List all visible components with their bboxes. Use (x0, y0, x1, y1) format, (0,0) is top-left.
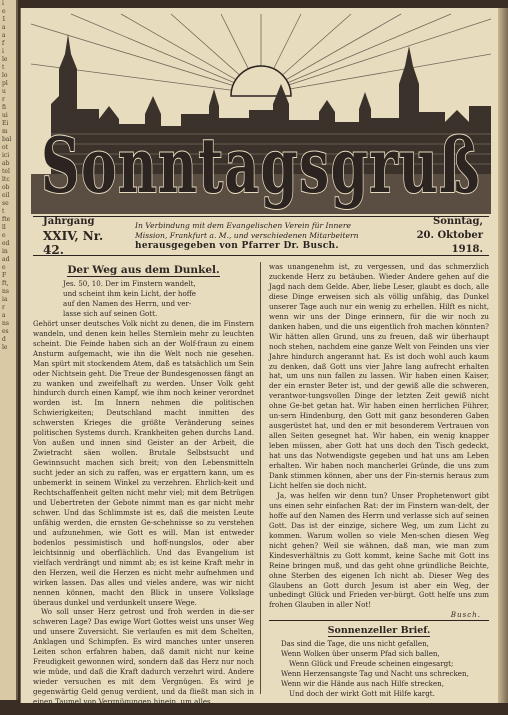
previous-page-fragment: le (2, 344, 8, 351)
issue-info-right (405, 215, 489, 257)
previous-page-fragment: in (2, 248, 8, 255)
previous-page-fragment: le (2, 56, 8, 63)
previous-page-fragment: i (2, 48, 4, 55)
previous-page-fragment: ici (2, 152, 10, 159)
article-signature: Busch. (450, 610, 481, 620)
previous-page-fragment: t (2, 64, 5, 71)
issue-date: 20. Oktober 1918. (416, 230, 483, 255)
poem-line: Wenn Wolken über unserm Pfad sich ballen, (281, 649, 440, 659)
previous-page-fragment: fi (2, 104, 7, 111)
previous-page-fragment: es (2, 328, 9, 335)
previous-page-fragment: m (2, 128, 8, 135)
association-line-1: In Verbindung mit dem Evangelischen Verein für Innere (135, 221, 351, 230)
right-column (261, 262, 489, 699)
article-title-text: Der Weg aus dem Dunkel. (67, 264, 220, 276)
previous-page-fragment: d (2, 336, 6, 343)
previous-page-fragment: e (2, 8, 6, 15)
poem-line: Wenn Glück und Freude scheinen eingesargt; (289, 659, 454, 669)
poem-line: Wenn wir die Hände aus nach Hilfe strecken, (281, 679, 444, 689)
previous-page-fragment: 1 (2, 16, 6, 23)
previous-page-fragment: ot (2, 144, 9, 151)
previous-page-fragment: ns (2, 288, 9, 295)
verse-line: lasse sich auf seinen Gott. (63, 308, 158, 318)
masthead-illustration (31, 14, 491, 214)
previous-page-fragment: ed (2, 240, 10, 247)
section-divider (269, 620, 489, 621)
previous-page-fragment: fte (2, 216, 11, 223)
issue-number: XXIV, Nr. 42. (43, 229, 104, 257)
poem (269, 639, 489, 699)
verse-line: und scheint ihm kein Licht, der hoffe (63, 288, 197, 298)
previous-page-fragment: ltc (2, 176, 10, 183)
previous-page-fragment: pl (2, 80, 8, 87)
previous-page-fragment: a (2, 312, 6, 319)
previous-page-fragment: se (2, 200, 9, 207)
verse-line: auf den Namen des Herrn, und ver- (63, 298, 192, 308)
poem-line: Wenn Herzensangste Tag und Nacht uns schrecken, (281, 669, 469, 679)
previous-page-fragment: F (2, 272, 7, 279)
article-title (33, 262, 254, 279)
issue-info-middle (125, 221, 405, 251)
previous-page-fragment: ob (2, 184, 10, 191)
verse-line: Jes. 50, 10. Der im Finstern wandelt, (63, 279, 196, 288)
previous-page-fragment: r (2, 96, 5, 103)
masthead-svg (31, 14, 491, 214)
previous-page-fragment: a (2, 32, 6, 39)
previous-page-fragment: lo (2, 72, 8, 79)
article-paragraph: was unangenehm ist, zu vergessen, und das schmerzlich zuckende Herz zu betäuben. Wieder Andere gehen auf die Jagd nach dem Gelde. Aber, liebe Leser, glaubt es doch, alle diese Dinge erweisen sich als völlig unfähig, das Dunkel unserer Tage auch nur ein wenig zu erhellen. Hilft es nicht, wenn wir uns der Dinge erinnern, für die wir noch zu danken haben, und die uns eigentlich froh machen könnten? Wir hätten allen Grund, uns zu freuen, daß wir überhaupt noch stehen, nachdem eine ganze Welt von Feinden uns vier Jahre hindurch angerannt hat. Es ist doch wohl auch kaum zu denken, daß Gott uns vier Jahre lang aufrecht erhalten hat, um uns nun fallen zu lassen. Wir haben einen Kaiser, der ein ernster Beter ist, und der gewiß alle die schweren, verantwor-tungsvollen Dinge der letzten Zeit gewiß nicht ohne Ge-bet getan hat. Wir haben einen herrlichen Führer, un-sern Hindenburg, den Gott mit ganz besonderen Gaben ausgerüstet hat, und den er mit besonderem Vertrauen von allen Seiten gesegnet hat. Wir haben, ein wenig knapper leben müssen, aber Gott hat uns doch den Tisch gedeckt, hat uns das Notwendigste gegeben und hat uns am Leben erhalten. Wir haben noch mancherlei Gründe, die uns zum Dank stimmen können, aber uns der Fin-sternis heraus zum Licht helfen sie doch nicht. (269, 262, 489, 490)
previous-page-fragment: ui (2, 112, 8, 119)
previous-page-fragment: ab (2, 160, 10, 167)
previous-page-fragment: r (2, 304, 5, 311)
association-line-2: Mission, Frankfurt a. M., und verschiedenen Mitarbeitern (135, 231, 359, 240)
issue-info-left (33, 215, 125, 257)
issue-day: Sonntag, (432, 216, 483, 227)
article-paragraph: Gehört unser deutsches Volk nicht zu denen, die im Finstern wandeln, und denen kein helles Sternlein mehr zu leuchten scheint. Die Feinde haben sich an der Wolf-fraun zu einem Ansturm aufgemacht, wie ihn die Welt noch nie gesehen. Man spürt mit stockendem Atem, daß es tatsächlich um Sein oder Nichtsein geht. Die Treue der Bundesgenossen fängt an zu wanken und zweifelhaft zu werden. Unser Volk geht hindurch durch einen Kampf, wie ihm noch keiner verordnet worden ist. Im Innern nehmen die politischen Schwierigkeiten; Deutschland macht inmitten des schwersten Krieges die größte Veränderung seines politischen Systems durch. Krankheiten gehen durchs Land. Von außen und innen sind Geister an der Arbeit, die Zwietracht säen wollen. Brutale Selbstsucht und Gewinnsucht machen sich breit; von den Lebensmitteln sucht jeder an sich zu raffen, was er ergattern kann, um es unbemerkt in seinem Winkel zu verzehren. Ehrlich-keit und Rechtschaffenheit gelten nicht mehr viel; mit dem Betrügen und Uebertreten der Gebote nimmt man es gar nicht mehr schwer. Und das Schlimmste ist es, daß die meisten Leute unfähig werden, die ernsten Ge-schehnisse so zu verstehen und aufzunehmen, wie Gott es will. Man ist entweder bodenlos pessimistisch und hoff-nungslos, oder aber leichtsinnig und oberflächlich. Und das Evangelium ist vielfach verdrängt und nimmt ab; es ist keine Kraft mehr in den Herzen, weil die Herzen es nicht mehr aufnehmen und wirken lassen. Das alles und vieles andere, was wir nicht nennen können, macht den Blick in unsere Volkslage überaus dunkel und verdunkelt unsere Wege. (33, 318, 254, 607)
poem-title-text: Sonnenzeller Brief. (327, 625, 431, 637)
bible-verse (33, 279, 254, 319)
previous-page-fragment: i (2, 0, 4, 7)
previous-page-fragment: t (2, 208, 5, 215)
previous-page-fragment: ns (2, 320, 9, 327)
poem-line: Und doch der wirkt Gott mit Hilfe kargt. (289, 689, 435, 699)
previous-page-fragment: e (2, 232, 6, 239)
previous-page-fragment: ll (2, 224, 6, 231)
year-label: Jahrgang (43, 216, 95, 227)
previous-page-fragment: Ei (2, 120, 9, 127)
previous-page-fragment: a (2, 24, 6, 31)
issue-info-bar (33, 216, 489, 256)
previous-page-fragment: ft, (2, 280, 9, 287)
previous-page-fragment: tel (2, 168, 10, 175)
publisher-line: herausgegeben von Pfarrer Dr. Busch. (135, 241, 339, 251)
previous-page-fragment: ia (2, 296, 8, 303)
poem-title (269, 625, 489, 636)
left-column (33, 262, 261, 707)
article-paragraph: Ja, was helfen wir denn tun? Unser Prophetenwort gibt uns einen sehr einfachen Rat: der im Finstern wan-delt, der hoffe auf den Namen des Herrn und verlasse sich auf seinen Gott. Das ist der einzige, sichere Weg, um zum Licht zu kommen. Warum wollen so viele Men-schen diesen Weg nicht gehen? Weil sie wähnen, daß man, wie man zum Kindesverhältnis zu Gott kommt, keine Sache mit Gott ins Reine bringen muß, und das geht ohne gründliche Beichte, ohne Sterben des eigenen Ich nicht ab. Dieser Weg des Glaubens an Gott durch Jesum ist aber ein Weg, der unbedingt Glück und Frieden ver-bürgt. Gott helfe uns zum frohen Glauben in aller Not! (269, 490, 489, 610)
previous-page-fragment: eil (2, 192, 10, 199)
masthead-title: Sonntagsgruß (41, 121, 481, 210)
previous-page-fragment: e (2, 264, 6, 271)
previous-page-fragment: ad (2, 256, 10, 263)
previous-page-strip (0, 0, 18, 700)
previous-page-fragment: u (2, 88, 6, 95)
newspaper-page (20, 8, 498, 707)
previous-page-fragment: f (2, 40, 5, 47)
article-paragraph: Wo soll unser Herz getrost und froh werden in die-ser schweren Lage? Das ewige Wort Gottes weist uns unser Weg und unsere Zuversicht. Sie verlaufen es mit dem Schelten, Anklagen und Schimpfen. Es wird manches unter unseren Leiten schon erfahren haben, daß damit nicht nur keine Freudigkeit gewonnen wird, sondern daß das Herz nur noch wie müde, und daß die Kraft dadurch verzehrt wird. Andere wieder versuchen es mit dem Vergnügen. Es wird je gegenwärtig Geld genug verdient, und da fließt man sich in einen Taumel von Vergnügungen hinein, um alles, (33, 607, 254, 707)
previous-page-fragment: bal (2, 136, 12, 143)
poem-line: Das sind die Tage, die uns nicht gefallen, (281, 639, 429, 649)
article-columns (33, 262, 489, 707)
